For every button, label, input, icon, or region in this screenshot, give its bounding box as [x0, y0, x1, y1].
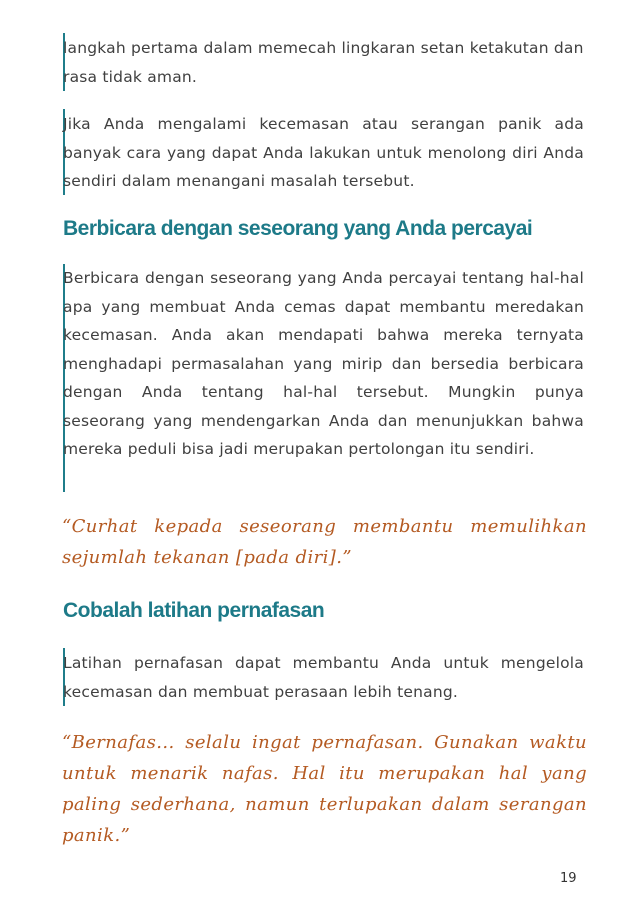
page-number: 19 [560, 871, 577, 886]
paragraph-continued: langkah pertama dalam memecah lingkaran setan ketakutan dan rasa tidak aman. [63, 39, 584, 86]
quote-curhat: “Curhat kepada seseorang membantu memulihkan sejumlah tekanan [pada diri].” [62, 516, 587, 568]
section-heading-breathing: Cobalah latihan pernafasan [63, 599, 325, 622]
section-heading-talk: Berbicara dengan seseorang yang Anda percayai [63, 217, 533, 240]
paragraph-talk: Berbicara dengan seseorang yang Anda percayai tentang hal-hal apa yang membuat Anda cemas dapat membantu meredakan kecemasan. Anda akan mendapati bahwa mereka ternyata menghadapi permasalahan yang mirip dan bersedia berbicara dengan Anda tentang hal-hal tersebut. Mungkin punya seseorang yang mendengarkan Anda dan menunjukkan bahwa mereka peduli bisa jadi merupakan pertolongan itu sendiri. [63, 269, 584, 458]
paragraph-breathing: Latihan pernafasan dapat membantu Anda untuk mengelola kecemasan dan membuat perasaan lebih tenang. [63, 654, 584, 701]
quote-bernafas: “Bernafas... selalu ingat pernafasan. Gunakan waktu untuk menarik nafas. Hal itu merupakan hal yang paling sederhana, namun terlupakan dalam serangan panik.” [62, 732, 587, 846]
paragraph-intro: Jika Anda mengalami kecemasan atau serangan panik ada banyak cara yang dapat Anda lakukan untuk menolong diri Anda sendiri dalam menangani masalah tersebut. [63, 115, 584, 190]
